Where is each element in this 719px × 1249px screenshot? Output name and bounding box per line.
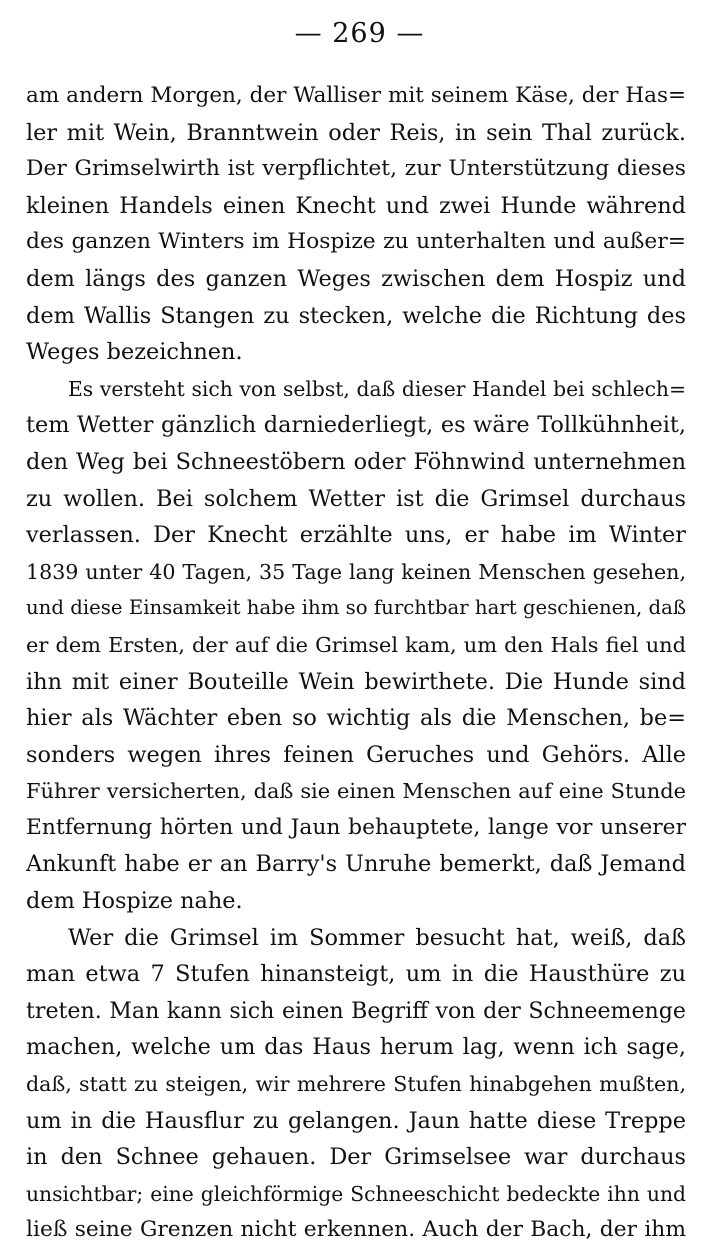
- text-line: Entfernung hörten und Jaun behauptete, lange vor unserer: [26, 814, 686, 840]
- text-line: kleinen Handels einen Knecht und zwei Hunde während: [26, 192, 686, 219]
- text-line: dem längs des ganzen Weges zwischen dem Hospiz und: [26, 265, 686, 292]
- text-line: und diese Einsamkeit habe ihm so furchtbar hart geschienen, daß: [26, 596, 686, 620]
- body-text: [26, 78, 686, 1249]
- text-line: Führer versicherten, daß sie einen Menschen auf eine Stunde: [26, 779, 686, 804]
- paragraph: [26, 78, 686, 371]
- text-line: tem Wetter gänzlich darniederliegt, es wäre Tollkühnheit,: [26, 412, 686, 439]
- text-line: ließ seine Grenzen nicht erkennen. Auch der Bach, der ihm: [26, 1217, 686, 1243]
- text-line: ler mit Wein, Branntwein oder Reis, in sein Thal zurück.: [26, 119, 686, 146]
- text-line: Es versteht sich von selbst, daß dieser Handel bei schlech=: [68, 376, 686, 401]
- text-line: daß, statt zu steigen, wir mehrere Stufen hinabgehen mußten,: [26, 1072, 686, 1097]
- text-line: Weges bezeichnen.: [26, 339, 243, 366]
- text-line: treten. Man kann sich einen Begriff von der Schneemenge: [26, 997, 686, 1024]
- text-line: ihn mit einer Bouteille Wein bewirthete. Die Hunde sind: [26, 668, 686, 695]
- page-number: — 269 —: [294, 18, 425, 49]
- text-line: dem Wallis Stangen zu stecken, welche die Richtung des: [26, 302, 686, 329]
- text-line: 1839 unter 40 Tagen, 35 Tage lang keinen Menschen gesehen,: [26, 559, 686, 584]
- text-line: dem Hospize nahe.: [26, 888, 243, 915]
- text-line: Der Grimselwirth ist verpflichtet, zur Unterstützung dieses: [26, 156, 686, 182]
- text-line: verlassen. Der Knecht erzählte uns, er habe im Winter: [26, 522, 686, 549]
- text-line: zu wollen. Bei solchem Wetter ist die Grimsel durchaus: [26, 485, 686, 512]
- paragraph: [26, 371, 686, 920]
- text-line: er dem Ersten, der auf die Grimsel kam, um den Hals fiel und: [26, 632, 686, 657]
- text-line: man etwa 7 Stufen hinansteigt, um in die Hausthüre zu: [26, 961, 686, 988]
- text-line: des ganzen Winters im Hospize zu unterhalten und außer=: [26, 229, 686, 255]
- text-line: unsichtbar; eine gleichförmige Schneeschicht bedeckte ihn und: [26, 1181, 686, 1206]
- text-line: in den Schnee gehauen. Der Grimselsee war durchaus: [26, 1144, 686, 1171]
- text-line: Ankunft habe er an Barry's Unruhe bemerkt, daß Jemand: [26, 851, 686, 878]
- text-line: den Weg bei Schneestöbern oder Föhnwind unternehmen: [26, 448, 686, 475]
- text-line: sonders wegen ihres feinen Geruches und Gehörs. Alle: [26, 741, 686, 768]
- text-line: machen, welche um das Haus herum lag, wenn ich sage,: [26, 1034, 686, 1061]
- text-line: am andern Morgen, der Walliser mit seinem Käse, der Has=: [26, 83, 686, 108]
- text-line: hier als Wächter eben so wichtig als die Menschen, be=: [26, 705, 686, 732]
- text-line: um in die Hausflur zu gelangen. Jaun hatte diese Treppe: [26, 1107, 686, 1134]
- text-line: Wer die Grimsel im Sommer besucht hat, weiß, daß: [68, 924, 686, 951]
